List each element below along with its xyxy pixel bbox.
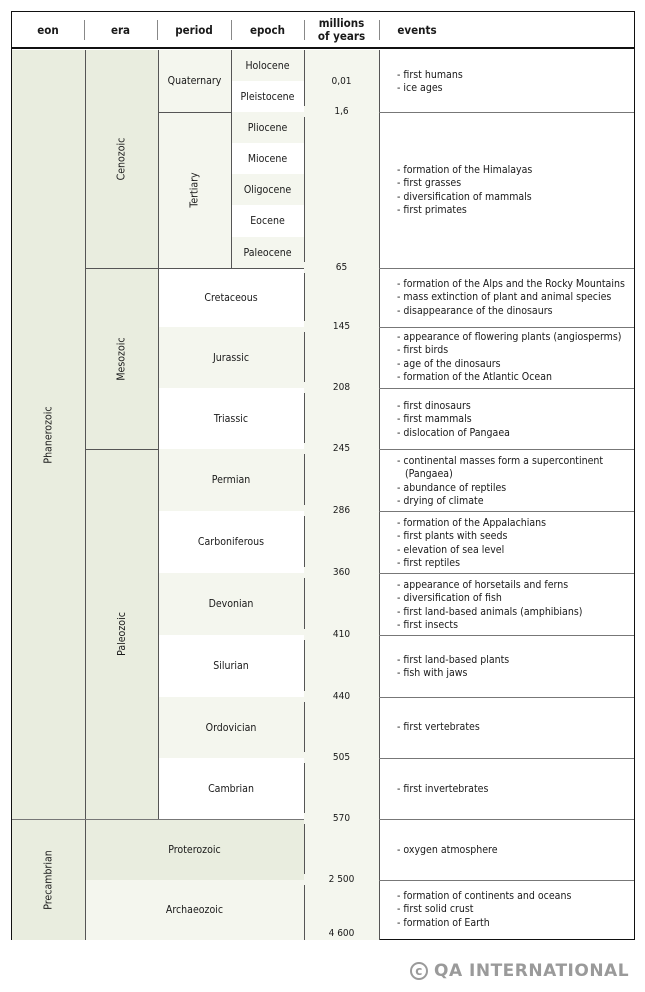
era-boundary-line xyxy=(85,268,158,269)
header-era: era xyxy=(110,22,131,37)
mya-column xyxy=(304,50,379,940)
events-cretaceous xyxy=(390,278,634,318)
boundary-age-label: 208 xyxy=(304,382,379,393)
period-tertiary xyxy=(158,112,231,268)
era-label: Archaeozoic xyxy=(165,904,224,916)
header-divider xyxy=(157,20,158,40)
events-carboniferous xyxy=(390,517,634,570)
header-eon: eon xyxy=(37,22,59,37)
event-item: - first vertebrates xyxy=(397,721,634,734)
era-label: Cenozoic xyxy=(115,137,128,181)
period-cretaceous xyxy=(158,268,304,327)
era-archaeozoic xyxy=(85,880,304,940)
header-divider xyxy=(304,20,305,40)
credit-text: QA INTERNATIONAL xyxy=(434,961,630,981)
era-mesozoic xyxy=(85,268,158,449)
event-item: - abundance of reptiles xyxy=(397,482,634,495)
boundary-age-label: 410 xyxy=(304,629,379,640)
epoch-holocene xyxy=(231,50,304,81)
event-item: - first reptiles xyxy=(397,557,634,570)
events-archaeozoic xyxy=(390,890,634,930)
header-mya-line2: of years xyxy=(317,29,366,43)
event-item: - mass extinction of plant and animal species xyxy=(397,291,634,304)
period-label: Jurassic xyxy=(212,351,250,364)
events-triassic xyxy=(390,400,634,440)
boundary-age-label: 2 500 xyxy=(304,874,379,885)
period-label: Cretaceous xyxy=(204,291,258,304)
event-item: - disappearance of the dinosaurs xyxy=(397,305,634,318)
header-divider xyxy=(379,20,380,40)
era-label: Proterozoic xyxy=(168,843,221,856)
period-silurian xyxy=(158,635,304,697)
boundary-age-label: 440 xyxy=(304,691,379,702)
events-permian xyxy=(390,455,634,508)
boundary-age-label: 245 xyxy=(304,443,379,454)
event-item: - diversification of mammals xyxy=(397,191,634,204)
boundary-age-label: 1,6 xyxy=(304,106,379,117)
header-events: events xyxy=(397,22,437,37)
event-item: - first land-based plants xyxy=(397,654,634,667)
event-item: - appearance of flowering plants (angiosperms) xyxy=(397,331,634,344)
event-item: - first humans xyxy=(397,69,634,82)
event-item: - dislocation of Pangaea xyxy=(397,427,634,440)
event-item: - first primates xyxy=(397,204,634,217)
events-cambrian xyxy=(390,783,634,796)
boundary-age-label: 65 xyxy=(304,262,379,273)
period-cambrian xyxy=(158,758,304,819)
era-label: Paleozoic xyxy=(115,612,128,656)
event-item: - first mammals xyxy=(397,413,634,426)
event-item: - first invertebrates xyxy=(397,783,634,796)
event-item: - elevation of sea level xyxy=(397,544,634,557)
copyright-icon: c xyxy=(410,962,428,980)
period-label: Carboniferous xyxy=(197,536,265,548)
eon-phanerozoic xyxy=(12,50,85,819)
epoch-pleistocene xyxy=(231,81,304,112)
event-item: - first solid crust xyxy=(397,903,634,916)
event-item: - formation of the Himalayas xyxy=(397,164,634,177)
epoch-label: Oligocene xyxy=(243,183,292,196)
event-item: - ice ages xyxy=(397,82,634,95)
geologic-time-table xyxy=(11,11,635,940)
period-devonian xyxy=(158,573,304,635)
period-label: Ordovician xyxy=(205,721,257,734)
column-divider xyxy=(158,50,159,819)
period-ordovician xyxy=(158,697,304,758)
header-divider xyxy=(231,20,232,40)
column-divider xyxy=(379,50,380,940)
event-item: - age of the dinosaurs xyxy=(397,358,634,371)
epoch-label: Paleocene xyxy=(243,246,292,259)
epoch-label: Eocene xyxy=(250,215,285,227)
header-row xyxy=(12,12,634,49)
events-tertiary xyxy=(390,164,634,217)
events-silurian xyxy=(390,654,634,681)
epoch-label: Miocene xyxy=(247,152,288,165)
period-carboniferous xyxy=(158,511,304,573)
events-jurassic xyxy=(390,331,634,384)
event-item: - formation of the Appalachians xyxy=(397,517,634,530)
event-item: - formation of the Atlantic Ocean xyxy=(397,371,634,384)
period-label: Silurian xyxy=(213,660,249,672)
eon-label: Precambrian xyxy=(42,849,55,910)
event-item: - first grasses xyxy=(397,177,634,190)
header-period: period xyxy=(175,22,213,37)
epoch-paleocene xyxy=(231,237,304,268)
column-divider xyxy=(304,50,305,940)
boundary-age-label: 505 xyxy=(304,752,379,763)
epoch-eocene xyxy=(231,205,304,237)
epoch-label: Pleistocene xyxy=(240,90,295,103)
era-paleozoic xyxy=(85,449,158,819)
period-triassic xyxy=(158,388,304,449)
event-item: - continental masses form a supercontinent (Pangaea) xyxy=(397,455,634,482)
period-quaternary xyxy=(158,50,231,112)
period-label: Tertiary xyxy=(188,172,201,208)
events-ordovician xyxy=(390,721,634,734)
boundary-age-label: 145 xyxy=(304,321,379,332)
header-millions-of-years xyxy=(304,12,379,48)
header-mya-line1: millions xyxy=(318,16,365,30)
eon-precambrian xyxy=(12,819,85,940)
event-item: - first dinosaurs xyxy=(397,400,634,413)
column-divider xyxy=(85,50,86,940)
era-label: Mesozoic xyxy=(115,336,128,381)
events-devonian xyxy=(390,579,634,632)
epoch-label: Pliocene xyxy=(247,121,288,134)
events-proterozoic xyxy=(390,844,634,857)
event-item: - first birds xyxy=(397,344,634,357)
era-cenozoic xyxy=(85,50,158,268)
event-item: - formation of continents and oceans xyxy=(397,890,634,903)
event-item: - formation of the Alps and the Rocky Mountains xyxy=(397,278,634,291)
header-divider xyxy=(84,20,85,40)
boundary-age-label: 0,01 xyxy=(331,76,352,87)
header-epoch: epoch xyxy=(249,22,286,37)
event-item: - fish with jaws xyxy=(397,667,634,680)
eon-label: Phanerozoic xyxy=(42,405,55,464)
period-label: Quaternary xyxy=(167,75,222,87)
epoch-pliocene xyxy=(231,112,304,143)
period-boundary-line xyxy=(158,112,231,113)
epoch-label: Holocene xyxy=(245,59,290,72)
boundary-age-label: 4 600 xyxy=(328,928,355,939)
epoch-miocene xyxy=(231,143,304,174)
event-item: - formation of Earth xyxy=(397,917,634,930)
boundary-age-label: 570 xyxy=(304,813,379,824)
event-item: - first insects xyxy=(397,619,634,632)
epoch-oligocene xyxy=(231,174,304,205)
event-item: - first land-based animals (amphibians) xyxy=(397,606,634,619)
period-boundary-line xyxy=(158,268,304,269)
era-boundary-line xyxy=(85,449,158,450)
era-proterozoic xyxy=(85,819,304,880)
event-item: - appearance of horsetails and ferns xyxy=(397,579,634,592)
boundary-age-label: 286 xyxy=(304,505,379,516)
event-item: - diversification of fish xyxy=(397,592,634,605)
period-label: Triassic xyxy=(213,412,249,425)
event-item: - oxygen atmosphere xyxy=(397,844,634,857)
events-quaternary xyxy=(390,69,634,96)
period-label: Permian xyxy=(211,474,251,486)
column-divider xyxy=(231,50,232,268)
event-item: - drying of climate xyxy=(397,495,634,508)
boundary-age-label: 360 xyxy=(304,567,379,578)
period-label: Devonian xyxy=(208,598,254,610)
period-jurassic xyxy=(158,327,304,388)
period-label: Cambrian xyxy=(208,782,254,795)
copyright-credit xyxy=(410,960,636,982)
event-item: - first plants with seeds xyxy=(397,530,634,543)
period-permian xyxy=(158,449,304,511)
